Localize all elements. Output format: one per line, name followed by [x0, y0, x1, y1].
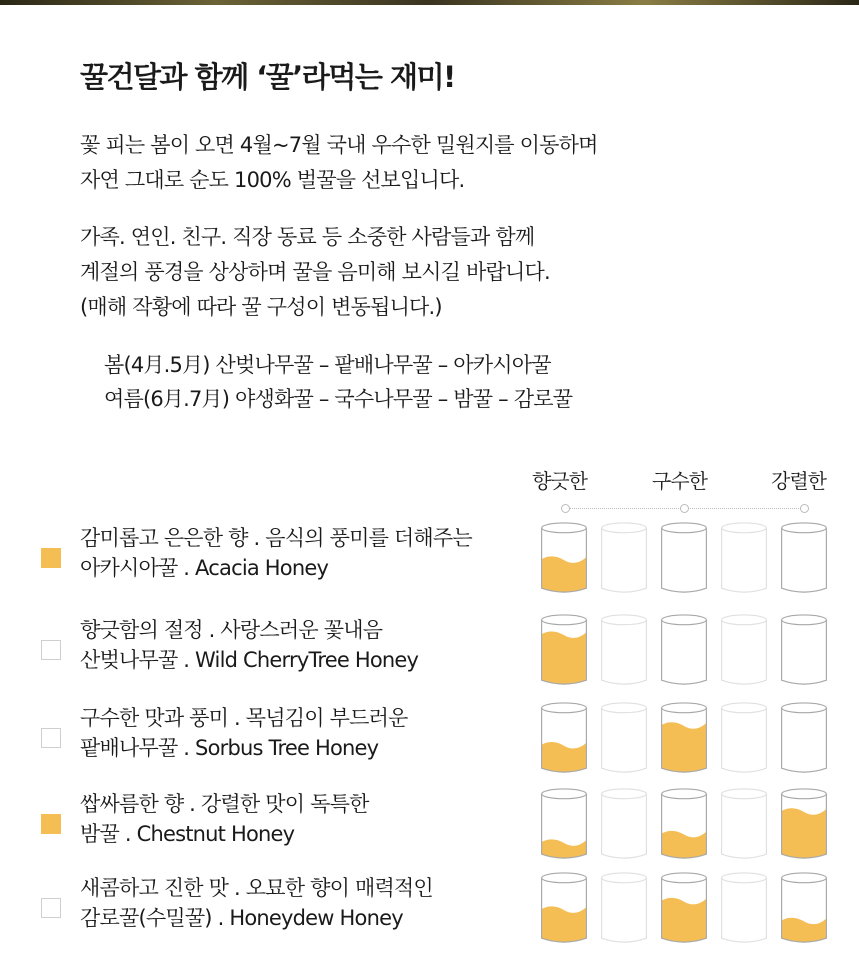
summer-schedule: 여름(6月.7月) 야생화꿀 – 국수나무꿀 – 밤꿀 – 감로꿀: [104, 387, 573, 411]
spacer-cup: [598, 614, 650, 688]
honey-cup: [658, 614, 710, 688]
honey-row: [0, 614, 859, 694]
honey-cup: [538, 702, 590, 776]
spacer-cup: [718, 788, 770, 862]
scale-label-fragrant: 향긋한: [532, 469, 587, 493]
honey-cup: [658, 872, 710, 946]
intro-line: 자연 그대로 순도 100% 벌꿀을 선보입니다.: [80, 168, 465, 192]
honey-cup: [538, 872, 590, 946]
honey-cup: [658, 702, 710, 776]
spacer-cup: [598, 872, 650, 946]
season-schedule: [104, 348, 572, 416]
spacer-cup: [598, 522, 650, 596]
honey-name: 아카시아꿀 . Acacia Honey: [80, 556, 329, 580]
sharing-paragraph: [80, 220, 550, 325]
honey-name: 밤꿀 . Chestnut Honey: [80, 822, 295, 846]
honey-marker: [41, 728, 61, 748]
scale-dot: [561, 504, 570, 513]
sharing-line: 계절의 풍경을 상상하며 꿀을 음미해 보시길 바랍니다.: [80, 260, 550, 284]
page-title: 꿀건달과 함께 ‘꿀’라먹는 재미!: [80, 60, 455, 94]
honey-description: [80, 523, 472, 583]
honey-tagline: 향긋함의 절정 . 사랑스러운 꽃내음: [80, 618, 383, 642]
honey-marker: [41, 640, 61, 660]
spacer-cup: [718, 522, 770, 596]
honey-cup: [778, 702, 830, 776]
spacer-cup: [718, 702, 770, 776]
scale-dot: [800, 504, 809, 513]
honey-description: [80, 873, 433, 933]
notice-line: (매해 작황에 따라 꿀 구성이 변동됩니다.): [80, 295, 442, 319]
sharing-line: 가족. 연인. 친구. 직장 동료 등 소중한 사람들과 함께: [80, 225, 535, 249]
honey-name: 팥배나무꿀 . Sorbus Tree Honey: [80, 736, 379, 760]
honey-marker: [41, 548, 61, 568]
scale-label-savory: 구수한: [652, 469, 707, 493]
spacer-cup: [718, 614, 770, 688]
honey-cup: [778, 788, 830, 862]
spacer-cup: [718, 872, 770, 946]
honey-row: [0, 522, 859, 602]
honey-row: [0, 702, 859, 782]
honey-cup: [658, 788, 710, 862]
honey-description: [80, 615, 418, 675]
honey-description: [80, 703, 408, 763]
honey-cup: [538, 522, 590, 596]
honey-tagline: 구수한 맛과 풍미 . 목넘김이 부드러운: [80, 706, 408, 730]
honey-cup: [778, 522, 830, 596]
spacer-cup: [598, 788, 650, 862]
honey-description: [80, 789, 369, 849]
honey-cup: [778, 614, 830, 688]
honey-marker: [41, 814, 61, 834]
honey-tagline: 쌉싸름한 향 . 강렬한 맛이 독특한: [80, 792, 369, 816]
top-border-band: [0, 0, 859, 5]
spacer-cup: [598, 702, 650, 776]
honey-cup: [538, 788, 590, 862]
honey-name: 감로꿀(수밀꿀) . Honeydew Honey: [80, 906, 403, 930]
honey-row: [0, 788, 859, 868]
scale-dot: [680, 504, 689, 513]
scale-label-strong: 강렬한: [771, 469, 826, 493]
honey-cup: [658, 522, 710, 596]
honey-tagline: 새콤하고 진한 맛 . 오묘한 향이 매력적인: [80, 876, 433, 900]
honey-marker: [41, 898, 61, 918]
spring-schedule: 봄(4月.5月) 산벚나무꿀 – 팥배나무꿀 – 아카시아꿀: [104, 353, 551, 377]
honey-cup: [538, 614, 590, 688]
honey-cup: [778, 872, 830, 946]
intro-paragraph: [80, 128, 598, 198]
honey-row: [0, 872, 859, 952]
honey-tagline: 감미롭고 은은한 향 . 음식의 풍미를 더해주는: [80, 526, 472, 550]
honey-name: 산벚나무꿀 . Wild CherryTree Honey: [80, 648, 419, 672]
intro-line: 꽃 피는 봄이 오면 4월~7월 국내 우수한 밀원지를 이동하며: [80, 133, 598, 157]
